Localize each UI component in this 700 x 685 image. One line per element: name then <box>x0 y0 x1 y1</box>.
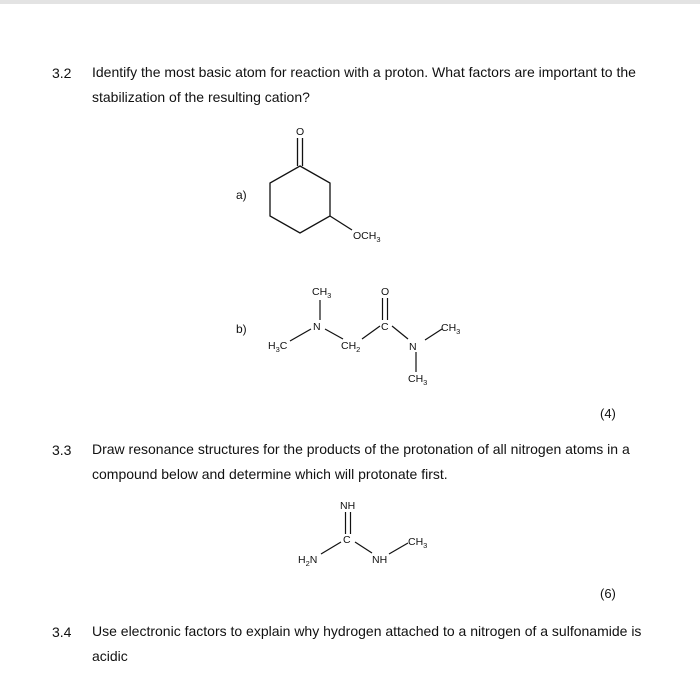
atom-b-n-left: N <box>313 321 321 333</box>
question-3-2-line-1: Identify the most basic atom for reaction with a proton. What factors are important to the <box>92 64 636 80</box>
question-3-3-line-2: compound below and determine which will protonate first. <box>92 466 448 482</box>
atom-b-ch3-bottom-main: CH <box>408 373 424 385</box>
atom-b-ch3-top-main: CH <box>312 286 328 298</box>
atom-b-h3c-c: C <box>279 340 288 352</box>
atom-b-ch2 <box>341 340 360 354</box>
atom-c-nh-top: NH <box>340 500 356 512</box>
atom-c-h2n <box>298 554 317 568</box>
atom-b-ch3-right-sub: 3 <box>456 327 461 336</box>
structure-label-a: a) <box>236 188 247 202</box>
atom-b-ch3-bottom-sub: 3 <box>423 378 428 387</box>
question-3-4-line-1: Use electronic factors to explain why hydrogen attached to a nitrogen of a sulfonamide is <box>92 623 642 639</box>
methoxy-bond <box>330 216 352 230</box>
atom-b-ch3-bottom <box>408 373 427 387</box>
question-number-3-3: 3.3 <box>52 442 72 458</box>
structure-b-amide <box>290 298 442 372</box>
atom-b-ch2-sub: 2 <box>356 345 361 354</box>
atom-b-ch3-top-sub: 3 <box>327 291 332 300</box>
structure-a-cyclohexanone <box>270 138 352 233</box>
atom-b-h3c-h: H <box>268 340 276 352</box>
bond-nh-ch3 <box>389 543 408 554</box>
marks-q3-3: (6) <box>600 586 616 601</box>
atom-b-ch2-main: CH <box>341 340 357 352</box>
question-number-3-2: 3.2 <box>52 65 72 81</box>
atom-c-ch3-main: CH <box>408 536 424 548</box>
atom-c-ch3 <box>408 536 427 550</box>
atom-a-och <box>353 230 381 244</box>
atom-a-och-main: OCH <box>353 230 377 242</box>
atom-c-ch3-sub: 3 <box>423 541 428 550</box>
bond-c-nh <box>355 542 372 553</box>
atom-b-n-right: N <box>409 341 417 353</box>
atom-c-h2n-sub: 2 <box>305 559 310 568</box>
atom-b-o-top: O <box>381 286 390 298</box>
bond-n-ch2 <box>325 329 343 339</box>
cyclohexane-ring <box>270 166 330 233</box>
question-number-3-4: 3.4 <box>52 624 72 640</box>
bond-n-ch3-right <box>425 329 442 340</box>
structure-c-amidine <box>321 512 408 554</box>
question-3-3-line-1: Draw resonance structures for the products of the protonation of all nitrogen atoms in a <box>92 441 630 457</box>
atom-b-ch3-right <box>441 322 460 336</box>
atom-b-h3c <box>268 340 288 354</box>
bond-c-n-right <box>392 326 408 339</box>
bond-h3c-n <box>290 329 311 341</box>
atom-b-ch3-right-main: CH <box>441 322 457 334</box>
atom-a-oxygen: O <box>296 126 305 138</box>
atom-c-c: C <box>343 534 351 546</box>
atom-a-och-sub: 3 <box>376 235 381 244</box>
atom-c-h2n-h: H <box>298 554 306 566</box>
bond-h2n-c <box>321 542 341 554</box>
bond-ch2-c <box>362 326 380 339</box>
marks-q3-2: (4) <box>600 406 616 421</box>
atom-b-c: C <box>381 321 389 333</box>
structure-label-b: b) <box>236 322 247 336</box>
question-3-2-line-2: stabilization of the resulting cation? <box>92 89 310 105</box>
atom-c-h2n-n: N <box>309 554 318 566</box>
question-3-4-line-2: acidic <box>92 648 128 664</box>
atom-b-h3c-sub: 3 <box>275 345 280 354</box>
atom-c-nh: NH <box>372 554 388 566</box>
atom-b-ch3-top <box>312 286 331 300</box>
